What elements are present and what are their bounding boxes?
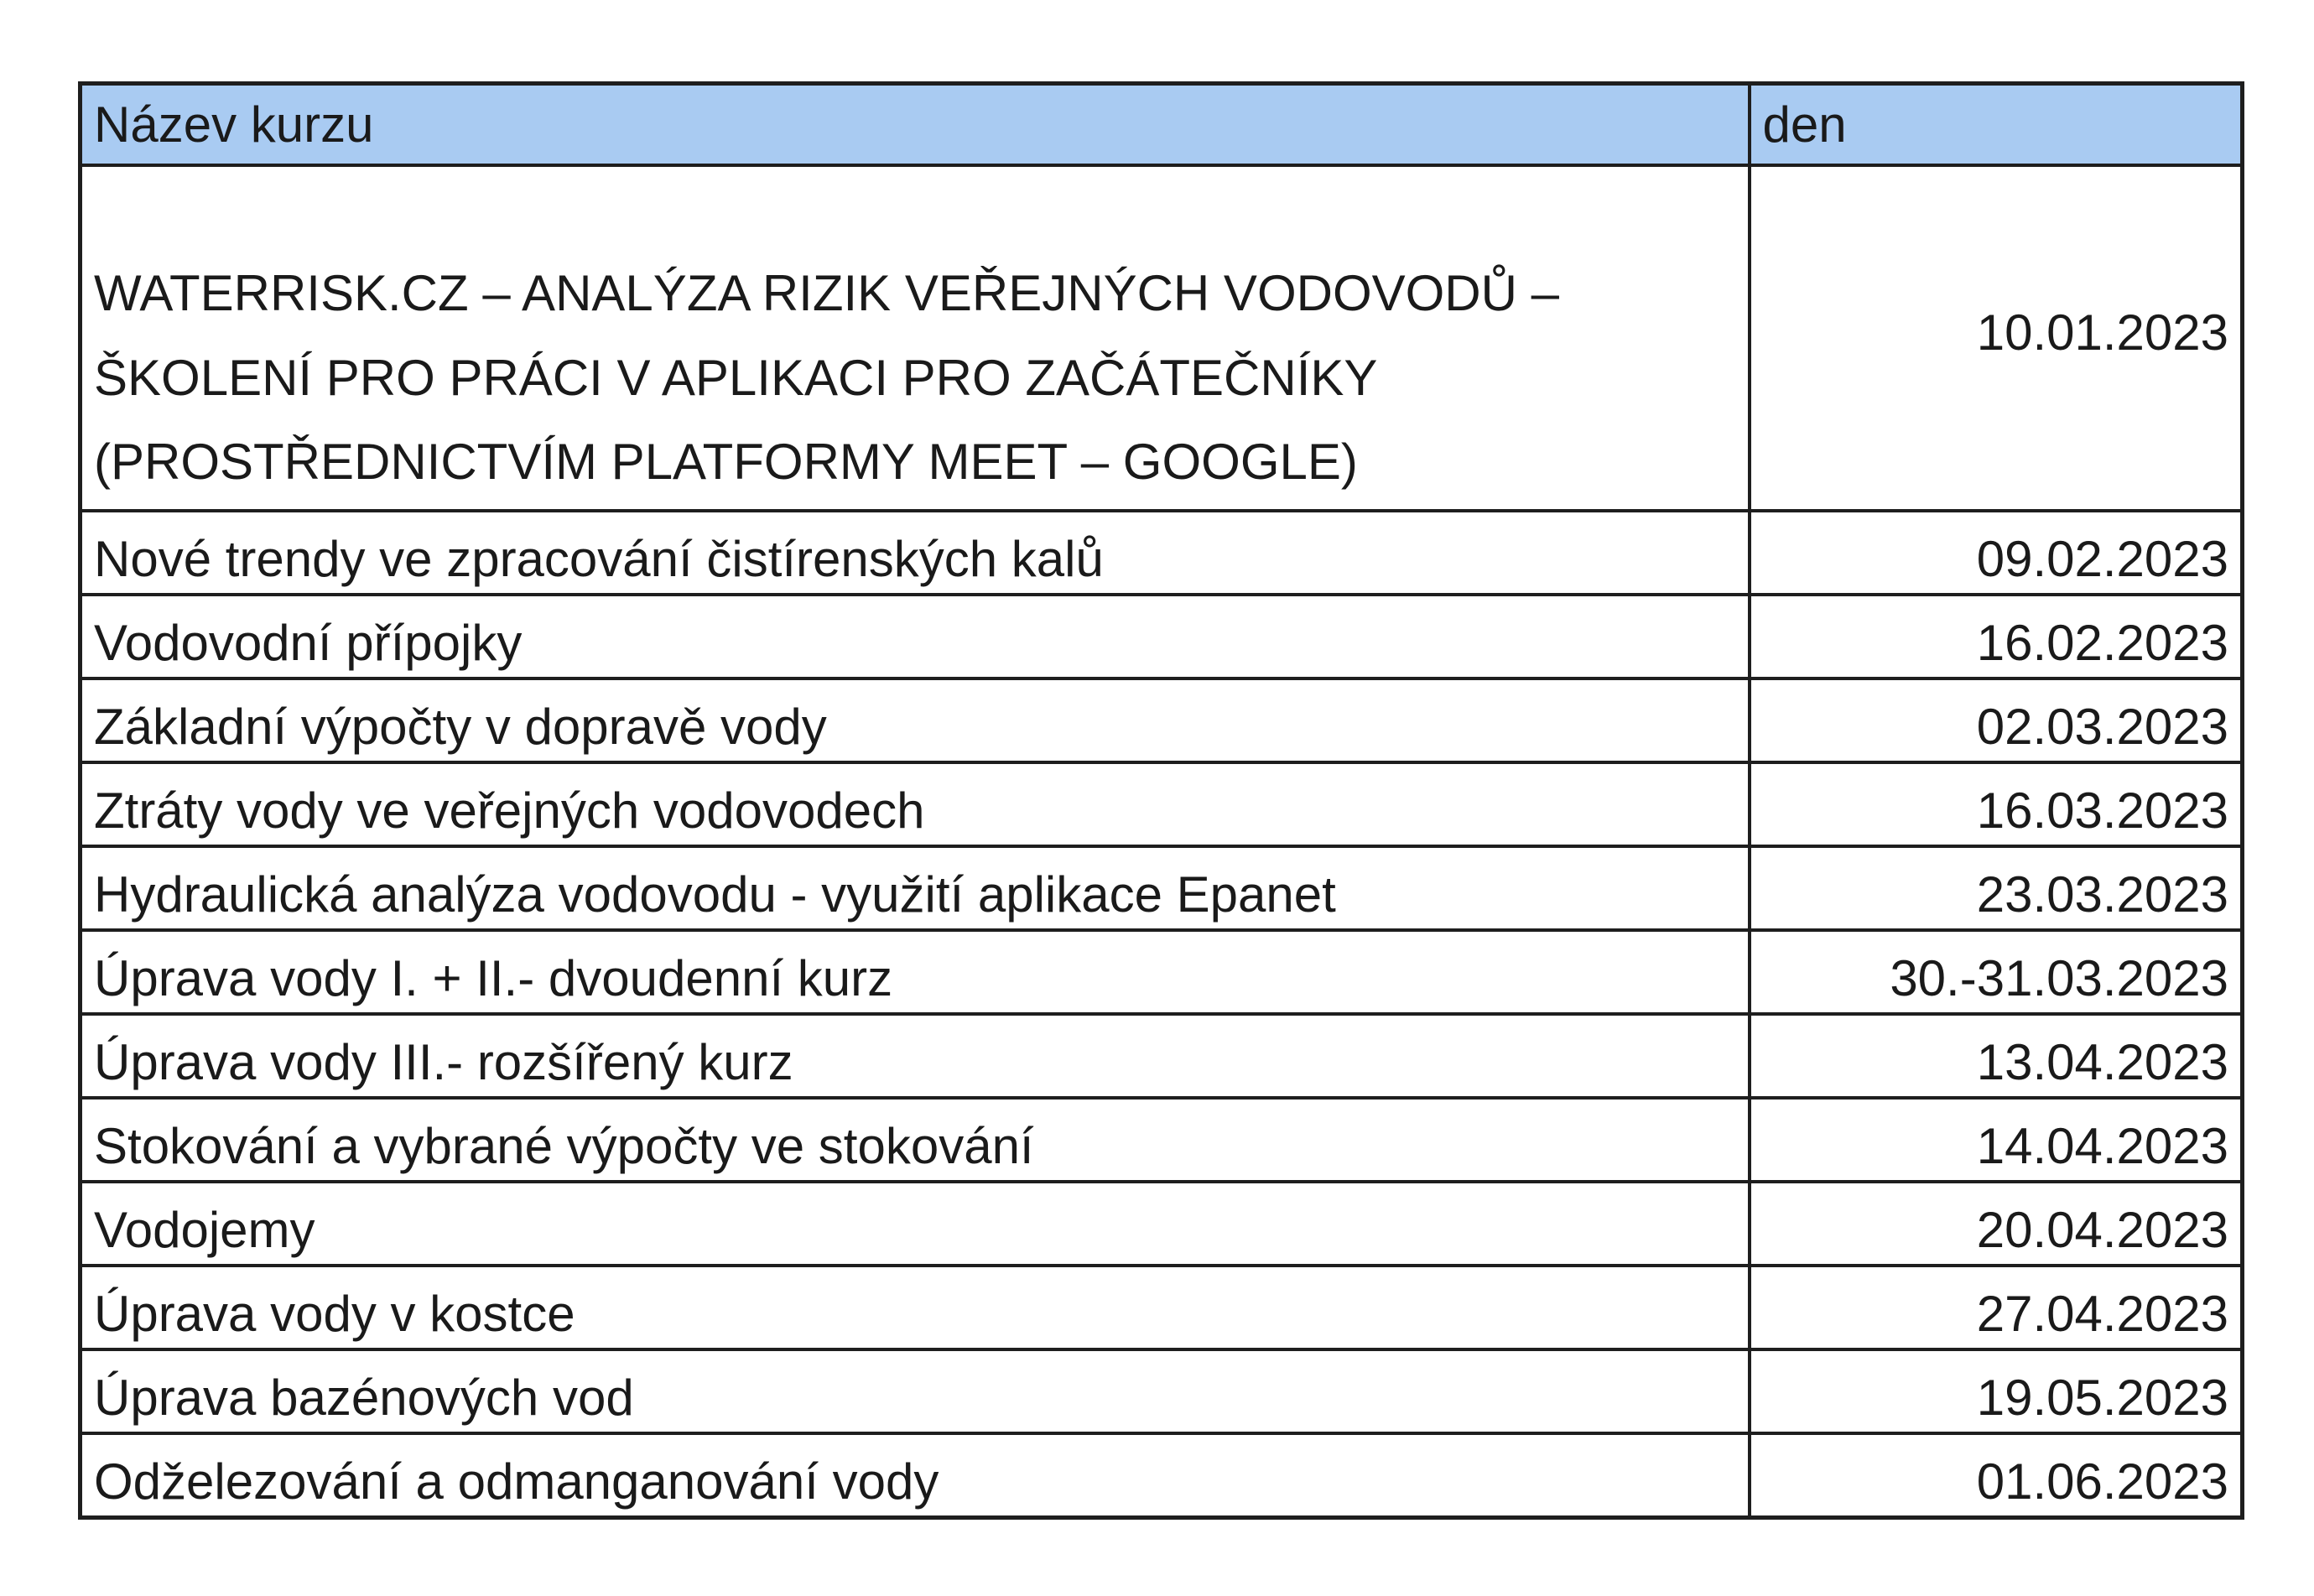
column-header-course-name: Název kurzu	[81, 84, 1750, 166]
course-name-cell: Stokování a vybrané výpočty ve stokování	[81, 1098, 1750, 1182]
table-row	[81, 511, 2243, 595]
table-row	[81, 1098, 2243, 1182]
course-date-cell: 10.01.2023	[1750, 165, 2243, 511]
table-row	[81, 930, 2243, 1014]
course-name-cell: Ztráty vody ve veřejných vodovodech	[81, 762, 1750, 846]
course-date-cell: 30.-31.03.2023	[1750, 930, 2243, 1014]
course-date-cell: 13.04.2023	[1750, 1014, 2243, 1098]
course-name-cell: Vodojemy	[81, 1182, 1750, 1266]
course-name-cell: Nové trendy ve zpracování čistírenských kalů	[81, 511, 1750, 595]
course-name-cell: Úprava vody I. + II.- dvoudenní kurz	[81, 930, 1750, 1014]
table-row	[81, 1182, 2243, 1266]
table-row	[81, 762, 2243, 846]
course-name-cell: Hydraulická analýza vodovodu - využití aplikace Epanet	[81, 846, 1750, 930]
course-date-cell: 20.04.2023	[1750, 1182, 2243, 1266]
course-date-cell: 14.04.2023	[1750, 1098, 2243, 1182]
table-row	[81, 1266, 2243, 1349]
course-date-cell: 27.04.2023	[1750, 1266, 2243, 1349]
table-row	[81, 165, 2243, 511]
table-row	[81, 846, 2243, 930]
course-name-cell: Vodovodní přípojky	[81, 595, 1750, 678]
table-row	[81, 1349, 2243, 1433]
course-date-cell: 19.05.2023	[1750, 1349, 2243, 1433]
course-name-cell: Základní výpočty v dopravě vody	[81, 678, 1750, 762]
course-date-cell: 02.03.2023	[1750, 678, 2243, 762]
course-date-cell: 16.02.2023	[1750, 595, 2243, 678]
course-date-cell: 23.03.2023	[1750, 846, 2243, 930]
table-row	[81, 678, 2243, 762]
table-row	[81, 595, 2243, 678]
course-name-cell: Úprava bazénových vod	[81, 1349, 1750, 1433]
course-date-cell: 01.06.2023	[1750, 1433, 2243, 1517]
course-name-cell: Odželezování a odmanganování vody	[81, 1433, 1750, 1517]
course-date-cell: 09.02.2023	[1750, 511, 2243, 595]
table-header-row	[81, 84, 2243, 166]
course-name-cell: WATERRISK.CZ – ANALÝZA RIZIK VEŘEJNÝCH VODOVODŮ – ŠKOLENÍ PRO PRÁCI V APLIKACI PRO ZAČÁTEČNÍKY (PROSTŘEDNICTVÍM PLATFORMY MEET – GOOGLE)	[81, 165, 1750, 511]
table-row	[81, 1433, 2243, 1517]
course-date-cell: 16.03.2023	[1750, 762, 2243, 846]
table-row	[81, 1014, 2243, 1098]
column-header-date: den	[1750, 84, 2243, 166]
course-name-cell: Úprava vody III.- rozšířený kurz	[81, 1014, 1750, 1098]
course-schedule-table	[78, 81, 2244, 1520]
course-name-cell: Úprava vody v kostce	[81, 1266, 1750, 1349]
